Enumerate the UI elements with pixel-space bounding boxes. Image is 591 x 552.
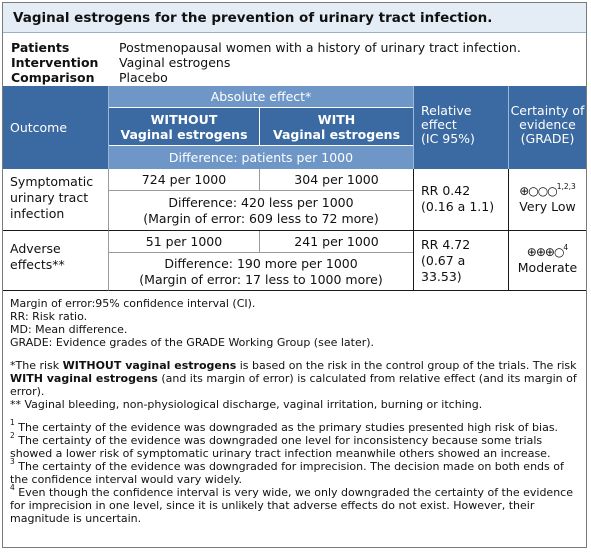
row-adverse-with: 241 per 1000 xyxy=(260,231,413,253)
footnote-3: $^3$ The certainty of the evidence was downgraded for imprecision. The decision made on both ends of the confidence interval would vary widely. xyxy=(10,457,564,486)
footnote-ref: 1,2,3 xyxy=(556,181,576,191)
adverse-effects-note: ** Vaginal bleeding, non-physiological discharge, vaginal irritation, burning or itching. xyxy=(10,398,483,411)
pico-label: Intervention xyxy=(11,55,99,70)
row-outcome-adverse: Adverse effects** xyxy=(3,231,109,291)
table-title: Vaginal estrogens for the prevention of urinary tract infection. xyxy=(3,3,586,33)
abbreviation-note: MD: Mean difference. xyxy=(10,323,128,336)
header-certainty: Certainty of evidence (GRADE) xyxy=(509,86,586,169)
certainty-symbols: ⊕○○○ xyxy=(519,184,557,198)
pico-value: Vaginal estrogens xyxy=(119,55,231,70)
header-with: WITH Vaginal estrogens xyxy=(260,108,413,146)
row-uti-relative: RR 0.42 (0.16 a 1.1) xyxy=(413,169,509,231)
footnote-1: $^1$ The certainty of the evidence was downgraded as the primary studies presented high risk of bias. xyxy=(10,418,559,434)
row-adverse-difference: Difference: 190 more per 1000 (Margin of error: 17 less to 1000 more) xyxy=(109,253,413,291)
header-difference: Difference: patients per 1000 xyxy=(109,146,413,169)
header-outcome: Outcome xyxy=(3,86,109,169)
footnote-4: $^4$ Even though the confidence interval is very wide, we only downgraded the certainty of the evidence for imprecision in one level, since it is unlikely that adverse effects do not exist. However, their magnitude is uncertain. xyxy=(10,483,573,525)
summary-of-findings-box xyxy=(2,2,587,548)
header-absolute-effect: Absolute effect* xyxy=(109,86,413,108)
abbreviation-note: Margin of error:95% confidence interval (CI). xyxy=(10,297,256,310)
row-uti-without: 724 per 1000 xyxy=(109,169,260,191)
pico-value: Placebo xyxy=(119,70,168,85)
risk-note: *The risk WITHOUT vaginal estrogens is based on the risk in the control group of the trials. The risk WITH vaginal estrogens (and its margin of error) is calculated from relative effect (and its margin of error). xyxy=(10,359,577,398)
row-uti-certainty xyxy=(509,169,586,231)
row-uti-with: 304 per 1000 xyxy=(260,169,413,191)
certainty-label: Very Low xyxy=(519,199,576,214)
certainty-label: Moderate xyxy=(517,260,578,275)
footnotes xyxy=(10,297,582,525)
footnote-ref: 4 xyxy=(563,242,569,252)
row-adverse-relative: RR 4.72 (0.67 a 33.53) xyxy=(413,231,509,291)
certainty-symbols: ⊕⊕⊕○ xyxy=(526,245,564,259)
row-adverse-without: 51 per 1000 xyxy=(109,231,260,253)
abbreviation-note: GRADE: Evidence grades of the GRADE Working Group (see later). xyxy=(10,336,375,349)
row-adverse-certainty xyxy=(509,231,586,291)
pico-value: Postmenopausal women with a history of urinary tract infection. xyxy=(119,40,521,55)
pico-label: Patients xyxy=(11,40,70,55)
header-relative-effect: Relative effect (IC 95%) xyxy=(413,86,509,169)
header-without: WITHOUT Vaginal estrogens xyxy=(109,108,260,146)
pico-section xyxy=(3,34,586,86)
footnote-2: $^2$ The certainty of the evidence was downgraded one level for inconsistency because some trials showed a lower risk of symptomatic urinary tract infection meanwhile others showed an increase. xyxy=(10,431,551,460)
row-outcome-uti: Symptomatic urinary tract infection xyxy=(3,169,109,231)
row-uti-difference: Difference: 420 less per 1000 (Margin of error: 609 less to 72 more) xyxy=(109,191,413,231)
pico-label: Comparison xyxy=(11,70,95,85)
abbreviation-note: RR: Risk ratio. xyxy=(10,310,88,323)
